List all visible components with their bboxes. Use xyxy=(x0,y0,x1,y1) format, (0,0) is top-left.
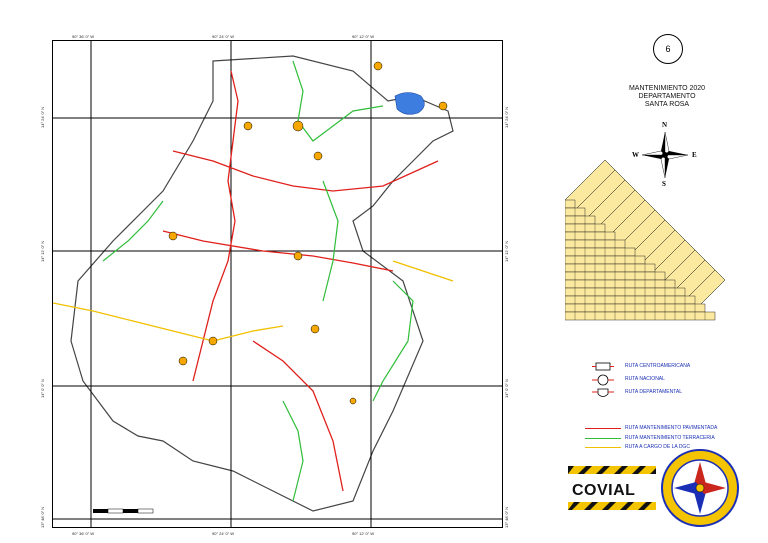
lake-shape xyxy=(395,93,424,115)
dirt-road-3 xyxy=(373,281,413,401)
paved-road-4 xyxy=(253,341,343,491)
left-coord-4: 13° 48' 0" N xyxy=(40,506,45,528)
legend-paved-label: RUTA MANTENIMIENTO PAVIMENTADA xyxy=(625,425,718,431)
right-coord-4: 13° 48' 0" N xyxy=(504,506,509,528)
title-line-1: MANTENIMIENTO 2020 xyxy=(628,85,706,92)
right-coord-3: 14° 0' 0" N xyxy=(504,379,509,398)
right-coord-1: 14° 24' 0" N xyxy=(504,106,509,128)
town-marker xyxy=(294,252,302,260)
legend-national-label: RUTA NACIONAL xyxy=(625,376,665,382)
dirt-road-2 xyxy=(103,201,163,261)
ca-shield-icon xyxy=(592,362,614,372)
legend-dgc-label: RUTA A CARGO DE LA DGC xyxy=(625,444,690,450)
bottom-coord-1: 90° 36' 0" W xyxy=(72,531,95,536)
bottom-coord-3: 90° 12' 0" W xyxy=(352,531,375,536)
town-marker xyxy=(350,398,356,404)
compass-e: E xyxy=(692,151,697,159)
town-marker xyxy=(374,62,382,70)
dirt-road-5 xyxy=(323,181,338,301)
left-coord-1: 14° 24' 0" N xyxy=(40,106,45,128)
scale-bar xyxy=(93,509,153,513)
town-marker xyxy=(244,122,252,130)
legend-line-paved xyxy=(585,428,621,429)
ign-logo xyxy=(660,448,740,528)
town-marker xyxy=(311,325,319,333)
map-title xyxy=(618,85,716,109)
dirt-road-4 xyxy=(283,401,303,501)
title-line-3: SANTA ROSA xyxy=(644,101,690,108)
bottom-coord-2: 90° 24' 0" W xyxy=(212,531,235,536)
town-marker xyxy=(314,152,322,160)
map-number-badge: 6 xyxy=(653,34,683,64)
town-marker xyxy=(169,232,177,240)
legend-ca-label: RUTA CENTROAMERICANA xyxy=(625,363,691,369)
title-line-2: DEPARTAMENTO xyxy=(638,93,696,100)
legend-line-dgc xyxy=(585,447,621,448)
right-coord-2: 14° 12' 0" N xyxy=(504,240,509,262)
legend-dirt-label: RUTA MANTENIMIENTO TERRACERIA xyxy=(625,435,715,441)
town-marker xyxy=(209,337,217,345)
paved-road-2 xyxy=(173,151,438,191)
top-coord-1: 90° 36' 0" W xyxy=(72,34,95,39)
dgc-road-2 xyxy=(393,261,453,281)
top-coord-3: 90° 12' 0" W xyxy=(352,34,375,39)
compass-s: S xyxy=(662,180,666,188)
town-marker xyxy=(293,121,303,131)
index-grid xyxy=(565,150,735,325)
legend-departmental-label: RUTA DEPARTAMENTAL xyxy=(625,389,683,395)
compass-w: W xyxy=(632,151,639,159)
top-coord-2: 90° 24' 0" W xyxy=(212,34,235,39)
town-marker xyxy=(179,357,187,365)
compass-n: N xyxy=(662,121,668,129)
covial-text: COVIAL xyxy=(572,482,636,499)
map-frame xyxy=(52,40,503,528)
town-marker xyxy=(439,102,447,110)
national-route-icon xyxy=(592,374,614,386)
dgc-road xyxy=(53,303,283,341)
left-coord-3: 14° 0' 0" N xyxy=(40,379,45,398)
departmental-route-icon xyxy=(592,387,614,399)
left-coord-2: 14° 12' 0" N xyxy=(40,240,45,262)
legend-line-dirt xyxy=(585,438,621,439)
dirt-road-1 xyxy=(293,61,383,141)
covial-logo xyxy=(568,466,656,510)
map-canvas xyxy=(53,41,502,527)
